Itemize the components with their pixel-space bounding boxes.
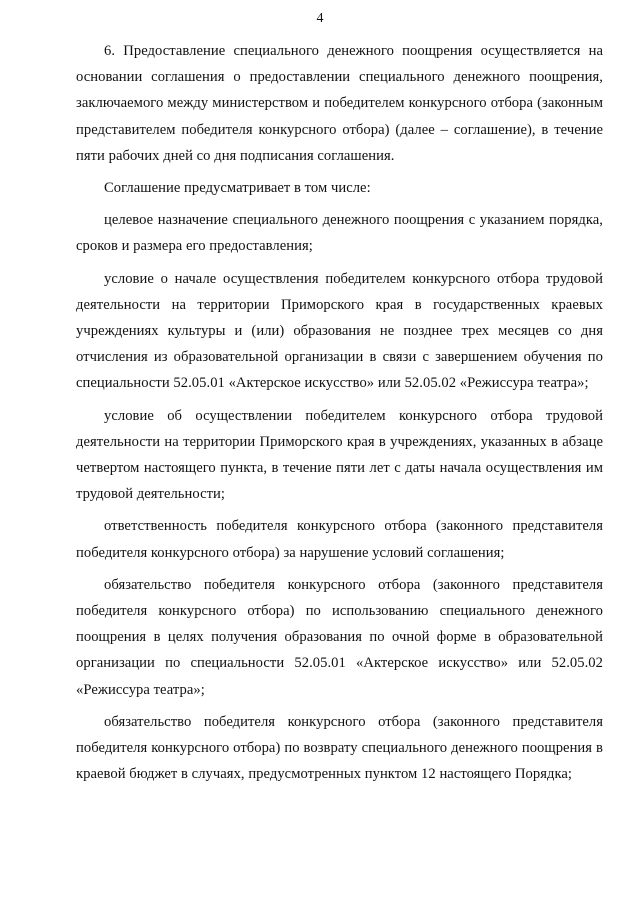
page-number: 4 <box>316 11 324 26</box>
paragraph-purpose: целевое назначение специального денежного поощрения с указанием порядка, сроков и размера его предоставления; <box>76 212 603 255</box>
paragraph-start-condition: условие о начале осуществления победителем конкурсного отбора трудовой деятельности на территории Приморского края в государственных краевых учреждениях культуры и (или) образования не позднее трех месяцев со дня отчисления из образовательной организации в связи с завершением обучения по специальности 52.05.01 «Актерское искусство» или 52.05.02 «Режиссура театра»; <box>76 270 603 392</box>
paragraph-refund-obligation: обязательство победителя конкурсного отбора (законного представителя победителя конкурсного отбора) по возврату специального денежного поощрения в краевой бюджет в случаях, предусмотренных пунктом 12 настоящего Порядка; <box>76 713 603 783</box>
paragraph-responsibility: ответственность победителя конкурсного отбора (законного представителя победителя конкурсного отбора) за нарушение условий соглашения; <box>76 518 603 561</box>
paragraph-clause-6: 6. Предоставление специального денежного поощрения осуществляется на основании соглашения о предоставлении специального денежного поощрения, заключаемого между министерством и победителем конкурсного отбора (законным представителем победителя конкурсного отбора) (далее – соглашение), в течение пяти рабочих дней со дня подписания соглашения. <box>76 43 603 164</box>
document-body <box>76 38 603 793</box>
paragraph-agreement-intro: Соглашение предусматривает в том числе: <box>104 180 371 197</box>
paragraph-work-condition: условие об осуществлении победителем конкурсного отбора трудовой деятельности на территории Приморского края в учреждениях, указанных в абзаце четвертом настоящего пункта, в течение пяти лет с даты начала осуществления им трудовой деятельности; <box>76 407 603 503</box>
paragraph-usage-obligation: обязательство победителя конкурсного отбора (законного представителя победителя конкурсного отбора) по использованию специального денежного поощрения в целях получения образования по очной форме в образовательной организации по специальности 52.05.01 «Актерское искусство» или 52.05.02 «Режиссура театра»; <box>76 576 603 698</box>
